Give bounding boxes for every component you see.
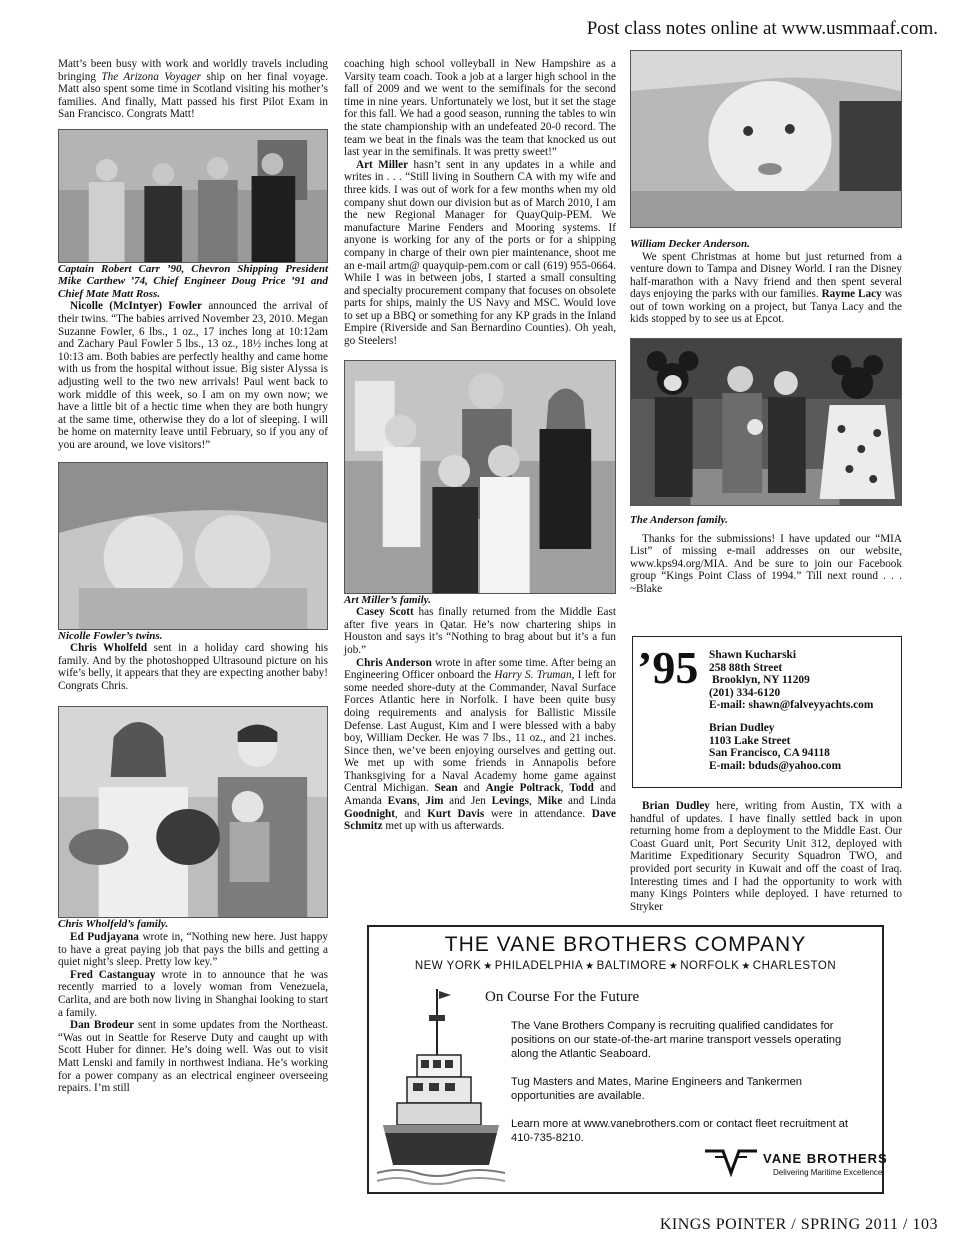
paragraph-casey-scott (344, 606, 616, 656)
ad-paragraph-1: The Vane Brothers Company is recruiting qualified candidates for positions on our state-of-the-art marine transport vessels operating along the Atlantic Seaboard. (511, 1020, 842, 1060)
contact-address-1: 1103 Lake Street (709, 734, 791, 747)
class-95-contact-box (632, 636, 902, 788)
city: NORFOLK (680, 960, 740, 972)
caption-four-men: Captain Robert Carr ’90, Chevron Shipping President Mike Carthew ’74, Chief Engineer Doug Price ’91 and Chief Mate Matt Ross. (58, 262, 328, 300)
vane-brothers-logo (701, 1143, 888, 1181)
page-footer: KINGS POINTER / SPRING 2011 / 103 (659, 1216, 938, 1233)
paragraph-fowler (58, 300, 328, 451)
contact-email: E-mail: shawn@falveyyachts.com (709, 699, 874, 712)
star-icon: ★ (585, 961, 595, 972)
person-name: Todd (569, 782, 594, 795)
caption-baby-william: William Decker Anderson. (630, 238, 750, 250)
page-header: Post class notes online at www.usmmaaf.com. (586, 18, 938, 39)
paragraph-wholfeld (58, 642, 328, 692)
star-icon: ★ (668, 961, 679, 972)
text: sent in some updates from the Northeast. “Was out in Seattle for Reserve Duty and caught up with Scott Huber for dinner. He’s doing well. Was out to visit Matt Lenski and family in northwest Indiana. He’s working for a power company as an electrical engineer overseeing repairs. I’m still (58, 1019, 329, 1095)
paragraph-thanks: Thanks for the submissions! I have updated our “MIA List” of missing e-mail addresses on our website, www.kps94.org/MIA. And be sure to join our Facebook group “Kings Point Class of 1994.” Till next round . . . ~Blake (630, 532, 902, 595)
paragraph-brodeur-cont: coaching high school volleyball in New Hampshire as a Varsity team coach. Took a job at a larger high school in the fall of 2009 and we went to the semifinals for the second time in nine years. Unfortunately we lost, but it set the stage for this fall. We had a good season, running the tables to win the state championship with an undefeated 20-0 record. The team we beat in the finals was the team that knocked us out last year in the semifinals. It was pretty sweet!” (344, 58, 616, 159)
text: , I left for some needed shore-duty at the Commander, Naval Surface Forces Atlantic here in Norfolk. I have been quite busy doing requirements and analysis for Ballistic Missile Defense. Last August, Kim and I were blessed with a baby boy, William Decker. He was 7 lbs., 11 oz., and 21 inches. Since then, we’ve been enjoying ourselves and getting out. We met up with some friends in Annapolis before Thanksgiving for a Naval Academy home game against Central Michigan. (344, 669, 616, 795)
text: here, writing from Austin, TX with a handful of updates. I have finally settled back in upon returning home from a deployment to the Middle East. Our Coast Guard unit, Port Security Unit 312, deployed with Maritime Expeditionary Security Squadron TWO, and provided port security in Kuwait and off the coast of Iraq. Interesting times and I had the opportunity to work with many Kings Pointers while deployed. I have returned to Stryker (630, 800, 902, 913)
column-3 (630, 50, 902, 596)
person-name: Rayme Lacy (821, 288, 882, 301)
person-name: Levings (491, 795, 529, 808)
logo-tagline: Delivering Maritime Excellence (773, 1168, 883, 1177)
contact-name: Brian Dudley (709, 721, 775, 734)
star-icon: ★ (741, 961, 751, 972)
person-name: Mike (537, 795, 563, 808)
person-name: Casey Scott (356, 606, 414, 619)
city: NEW YORK (414, 960, 482, 972)
contact-rep-2 (709, 722, 873, 772)
caption-wholfeld-family: Chris Wholfeld’s family. (58, 918, 169, 931)
person-name: Brian Dudley (642, 800, 710, 812)
city: CHARLESTON (752, 960, 837, 972)
person-name: Dan Brodeur (70, 1019, 135, 1032)
ad-paragraph-2: Tug Masters and Mates, Marine Engineers and Tankermen opportunities are available. (511, 1076, 803, 1102)
star-icon: ★ (483, 961, 493, 972)
text: , (560, 782, 570, 795)
text: and Linda (562, 795, 616, 808)
photo-wholfeld-family (58, 706, 328, 918)
logo-name: VANE BROTHERS (763, 1151, 888, 1166)
person-name: Ed Pudjayana (70, 930, 139, 943)
paragraph-castanguay (58, 969, 328, 1019)
text: were in attendance. (484, 807, 592, 820)
person-name: Sean (434, 782, 458, 795)
contact-address-2: Brooklyn, NY 11209 (712, 674, 810, 687)
person-name: Kurt Davis (427, 807, 485, 820)
text: announced the arrival of their twins. “The babies arrived November 23, 2010. Megan Suzanne Fowler, 6 lbs., 1 oz., 17 inches long at 10:12am and Zachary Paul Fowler 5 lbs., 13 oz., 18½ inches long at 10:13 am. Both babies are perfectly healthy and came home with us from the hospital without issue. Big sister Alyssa is adjusting well to the two new arrivals! Paul went back to work middle of this week, so I am on my own now; we have a little bit of a hectic time when they are both hungry at the same time, otherwise they do a lot of sleeping. I will be home on maternity leave until February, so if you any of you are around, we love visitors!” (58, 300, 329, 451)
ad-paragraph-3: Learn more at www.vanebrothers.com or contact fleet recruitment at 410-735-8210. (511, 1118, 849, 1144)
ad-title: THE VANE BROTHERS COMPANY (444, 933, 807, 956)
paragraph-chris-anderson (344, 657, 616, 833)
text: hasn’t sent in any updates in a while and writes in . . . “Still living in Southern CA with my wife and three kids. I was out of work for a few months when my old company shut down our division but as of March 2010, I am the new Regional Manager for QuayQuip-PEM. We manufacture Marine Fenders and Mooring systems. If anyone is working for any of the ports or for a shipping company in charge of their own pier maintenance, shoot me an e-mail artm@ quayquip-pem.com or call (619) 955-0664. While I was in between jobs, I started a small consulting and specialty procurement company that focuses on obsolete parts for ships, mainly the US Navy and MSC. Would love to set up a BBQ or something for any KP grads in the Inland Empire (Riverside and San Bernardino Counties). Oh yeah, go Steelers! (344, 158, 616, 348)
text: and (457, 782, 486, 795)
person-name: Art Miller (356, 158, 409, 171)
city: PHILADELPHIA (494, 960, 584, 972)
person-name: Chris Anderson (356, 656, 432, 669)
contact-list (709, 649, 873, 782)
person-name: Evans (387, 795, 417, 808)
caption-twins: Nicolle Fowler’s twins. (58, 629, 163, 642)
paragraph-brodeur (58, 1019, 328, 1095)
photo-anderson-family (630, 338, 902, 506)
column-2 (344, 58, 616, 833)
photo-four-men (58, 129, 328, 263)
caption-miller-family: Art Miller’s family. (344, 593, 431, 606)
person-name: Goodnight (344, 807, 395, 820)
contact-email: E-mail: bduds@yahoo.com (709, 759, 842, 772)
text: , (528, 795, 538, 808)
caption-anderson-family: The Anderson family. (630, 514, 728, 527)
person-name: Dave Schmitz (344, 807, 617, 833)
column-1 (58, 58, 328, 1095)
text: , and (394, 807, 428, 820)
photo-miller-family (344, 360, 616, 594)
text: wrote in, “Nothing new here. Just happy to have a great paying job that pays the bills and getting a quiet night’s sleep. Pretty low key.” (58, 930, 328, 969)
tugboat-illustration (377, 985, 505, 1185)
text: sent in a holiday card showing his family. And by the photoshopped Ultrasound picture on his wife’s belly, it appears that they are expecting another baby! Congrats Chris. (58, 642, 329, 692)
person-name: Jim (425, 795, 444, 808)
paragraph-christmas (630, 251, 902, 327)
person-name: Angie Poltrack (485, 782, 561, 795)
vane-brothers-ad (367, 925, 888, 1194)
column-3-bottom (630, 800, 902, 913)
text: , (416, 795, 426, 808)
ship-name: The Arizona Voyager (101, 70, 201, 83)
paragraph-brian-dudley (630, 800, 902, 913)
city: BALTIMORE (596, 960, 667, 972)
contact-address-1: 258 88th Street (709, 661, 783, 674)
contact-phone: (201) 334-6120 (709, 686, 781, 699)
text: and Amanda (344, 782, 617, 808)
contact-address-2: San Francisco, CA 94118 (709, 747, 830, 760)
text: and Jen (443, 795, 492, 808)
paragraph-pudjayana (58, 931, 328, 969)
text: was out of town working on a project, but Tanya Lacy and the kids stopped by to see us at Epcot. (630, 288, 902, 326)
photo-baby-william (630, 50, 902, 228)
person-name: Nicolle (McIntyer) Fowler (70, 300, 202, 313)
person-name: Fred Castanguay (70, 968, 156, 981)
ad-tagline: On Course For the Future (485, 989, 640, 1005)
text: Matt’s been busy with work and worldly travels including bringing (58, 58, 328, 83)
paragraph-art-miller (344, 159, 616, 348)
contact-name: Shawn Kucharski (709, 649, 797, 661)
text: We spent Christmas at home but just returned from a venture down to Tampa and Disney World. I ran the Disney half-marathon with a Navy friend and then spent several days enjoying the parks with our families. (630, 250, 902, 301)
contact-rep-1 (709, 649, 873, 712)
ad-cities (369, 960, 882, 972)
text: met up with us afterwards. (382, 820, 505, 833)
text: ship on her final voyage. Matt also spent some time in Scotland visiting his mother’s families. And finally, Matt passed his first Pilot Exam in San Francisco. Congrats Matt! (58, 70, 328, 121)
text: wrote in to announce that he was recently married to a lovely woman from Venezuela, Carlita, and are both now living in Shanghai looking to start a family. (58, 968, 329, 1019)
class-year: ’95 (637, 642, 699, 693)
text: has finally returned from the Middle East after five years in Qatar. He’s now chartering ships in Houston and says it’s “Nothing to brag about but it’s a fun job.” (344, 606, 616, 656)
paragraph-matt (58, 58, 328, 121)
ship-name: Harry S. Truman (494, 669, 572, 682)
text: wrote in after some time. After being an Engineering Officer onboard the (344, 656, 616, 682)
photo-twins (58, 462, 328, 630)
person-name: Chris Wholfeld (70, 642, 148, 655)
